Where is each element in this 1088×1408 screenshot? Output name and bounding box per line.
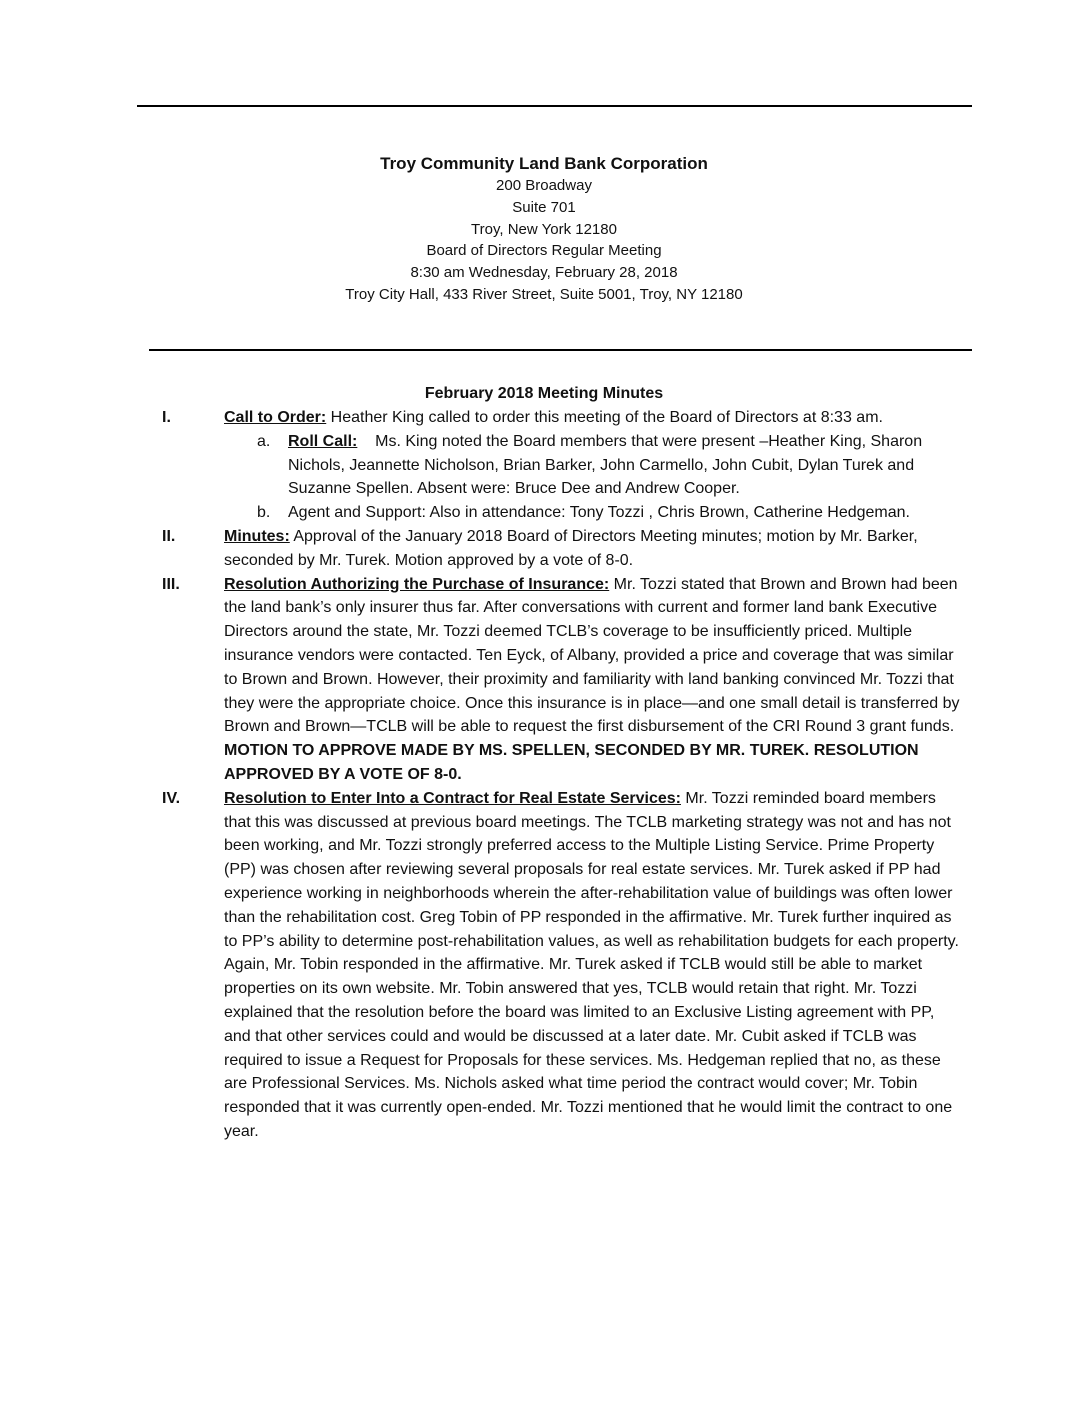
item-body: Mr. Tozzi reminded board members that this was discussed at previous board meetings. The TCLB marketing strategy was not and has not been working, and Mr. Tozzi strongly preferred access to the Multiple Listing Service. Prime Property (PP) was chosen after reviewing several proposals for real estate services. Mr. Turek asked if PP had experience working in neighborhoods wherein the after-rehabilitation value of buildings was often lower than the rehabilitation cost. Greg Tobin of PP responded in the affirmative. Mr. Turek further inquired as to PP’s ability to determine post-rehabilitation values, as well as rehabilitation budgets for each property. Again, Mr. Tobin responded in the affirmative. Mr. Turek asked if TCLB would still be able to market properties on its own website. Mr. Tobin answered that yes, TCLB would retain that right. Mr. Tozzi explained that the resolution before the board was limited to an Exclusive Listing agreement with PP, and that other services could and would be discussed at a later date. Mr. Cubit asked if TCLB was required to issue a Request for Proposals for these services. Ms. Hedgeman replied that no, as these are Professional Services. Ms. Nichols asked what time period the contract would cover; Mr. Tobin responded that it was currently open-ended. Mr. Tozzi mentioned that he would limit the contract to one year. [224, 789, 959, 1140]
item-body: Heather King called to order this meeting of the Board of Directors at 8:33 am. [326, 409, 883, 426]
item-label: Resolution Authorizing the Purchase of Insurance: [224, 575, 610, 593]
city-line: Troy, New York 12180 [471, 220, 617, 238]
minutes-title: February 2018 Meeting Minutes [424, 385, 664, 402]
agenda-item-call-to-order [0, 406, 1088, 430]
subitem-text [288, 430, 962, 501]
item-body: Mr. Tozzi stated that Brown and Brown had been the land bank’s only insurer thus far. After conversations with current and former land bank Executive Directors around the state, Mr. Tozzi deemed TCLB’s coverage to be insufficiently priced. Multiple insurance vendors were contacted. Ten Eyck, of Albany, provided a price and coverage that was similar to Brown and Brown. However, their proximity and familiarity with land banking convinced Mr. Tozzi that they were the appropriate choice. Once this insurance is in place—and one small detail is transferred by Brown and Brown—TCLB will be able to request the first disbursement of the CRI Round 3 grant funds. [224, 575, 960, 736]
subitem-letter: a. [257, 432, 271, 450]
item-text [224, 406, 962, 430]
item-label: Minutes: [224, 527, 290, 545]
item-label: Call to Order: [224, 409, 327, 426]
meeting-type: Board of Directors Regular Meeting [426, 242, 662, 260]
letterhead [0, 153, 1088, 306]
subitem-agent-support [0, 501, 1088, 525]
item-number: IV. [162, 789, 181, 807]
address-line-2: Suite 701 [512, 198, 576, 216]
item-number: III. [162, 575, 180, 593]
item-number: II. [162, 527, 176, 545]
bottom-rule [149, 349, 972, 351]
item-number: I. [162, 409, 171, 426]
subitem-text: Agent and Support: Also in attendance: Tony Tozzi , Chris Brown, Catherine Hedgeman. [288, 504, 910, 522]
meeting-location: Troy City Hall, 433 River Street, Suite 5001, Troy, NY 12180 [345, 285, 743, 303]
subitem-label: Roll Call: [288, 432, 358, 450]
item-body: Approval of the January 2018 Board of Directors Meeting minutes; motion by Mr. Barker, seconded by Mr. Turek. Motion approved by a vote of 8-0. [224, 527, 918, 569]
top-rule [137, 105, 972, 107]
item-text [224, 787, 962, 1144]
motion-text: MOTION TO APPROVE MADE BY MS. SPELLEN, SECONDED BY MR. TUREK. RESOLUTION APPROVED BY A VOTE OF 8-0. [224, 742, 919, 783]
agenda-item-insurance [0, 573, 1088, 787]
agenda-item-minutes [0, 525, 1088, 573]
item-label: Resolution to Enter Into a Contract for Real Estate Services: [224, 789, 681, 807]
subitem-body: Ms. King noted the Board members that were present –Heather King, Sharon Nichols, Jeannette Nicholson, Brian Barker, John Carmello, John Cubit, Dylan Turek and Suzanne Spellen. Absent were: Bruce Dee and Andrew Cooper. [288, 432, 923, 498]
org-name: Troy Community Land Bank Corporation [380, 154, 708, 173]
minutes-body [0, 406, 1088, 1144]
item-text [224, 573, 962, 740]
meeting-datetime: 8:30 am Wednesday, February 28, 2018 [410, 264, 678, 282]
address-line-1: 200 Broadway [496, 177, 592, 194]
subitem-letter: b. [257, 504, 271, 522]
subitem-roll-call [0, 430, 1088, 501]
agenda-item-real-estate [0, 787, 1088, 1144]
item-text [224, 525, 962, 573]
